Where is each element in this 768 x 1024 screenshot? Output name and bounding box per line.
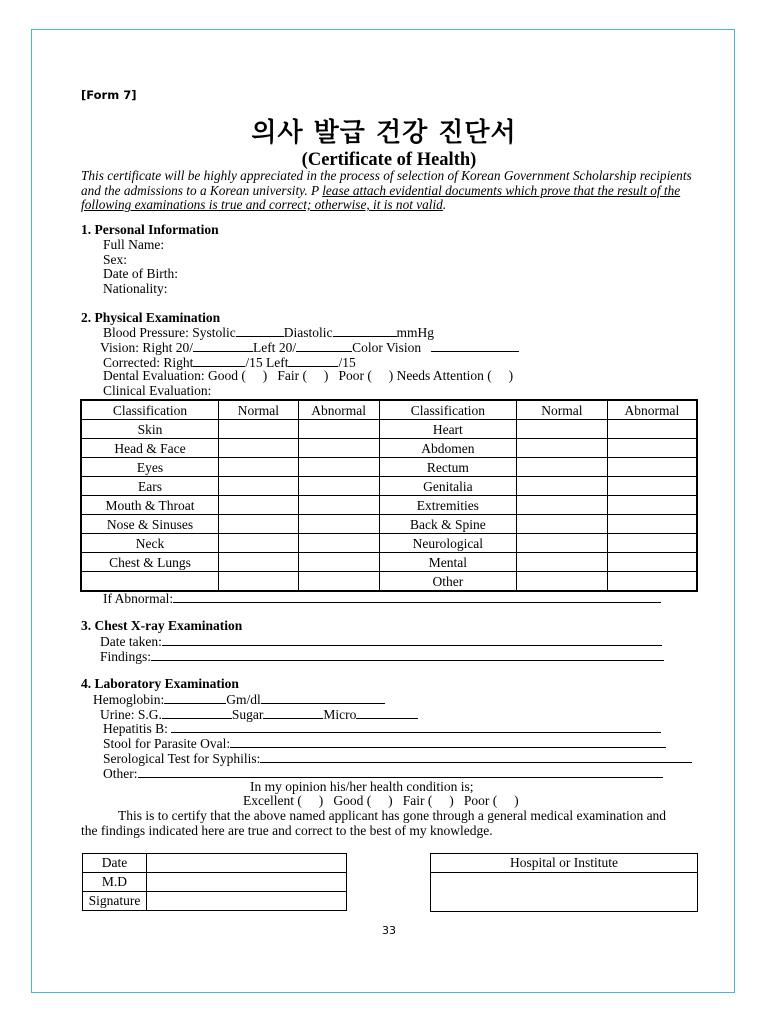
abnormal-checkbox-cell[interactable] (607, 496, 697, 515)
vision-right-field[interactable] (193, 339, 253, 352)
micro-field[interactable] (356, 706, 418, 719)
full-name-label: Full Name: (103, 237, 165, 252)
clinical-evaluation-table (80, 399, 698, 592)
sex-label: Sex: (103, 252, 128, 267)
abnormal-checkbox-cell[interactable] (298, 496, 379, 515)
classification-cell: Extremities (379, 496, 517, 515)
classification-cell: Mouth & Throat (81, 496, 219, 515)
form-label: [Form 7] (81, 88, 137, 102)
normal-checkbox-cell[interactable] (219, 439, 299, 458)
other-field[interactable] (138, 765, 663, 778)
if-abnormal-label: If Abnormal: (103, 591, 174, 606)
findings-field[interactable] (151, 648, 664, 661)
classification-cell: Rectum (379, 458, 517, 477)
table-header-cell: Normal (219, 400, 299, 420)
abnormal-checkbox-cell[interactable] (298, 553, 379, 572)
classification-cell: Neck (81, 534, 219, 553)
stool-label: Stool for Parasite Oval: (103, 736, 231, 751)
findings-row (100, 648, 664, 665)
opinion-line: In my opinion his/her health condition is; (250, 779, 474, 794)
abnormal-checkbox-cell[interactable] (298, 420, 379, 439)
micro-label: Micro (323, 707, 357, 722)
classification-cell: Abdomen (379, 439, 517, 458)
notice-part-2: lease attach evidential documents which prove that the result of the following examinations is true and correct; otherwise, it is not valid (81, 182, 681, 213)
normal-checkbox-cell[interactable] (219, 553, 299, 572)
normal-checkbox-cell[interactable] (517, 458, 608, 477)
condition-options: Excellent ( ) Good ( ) Fair ( ) Poor ( ) (243, 793, 519, 808)
normal-checkbox-cell[interactable] (517, 515, 608, 534)
section-lab-heading: 4. Laboratory Examination (81, 676, 239, 691)
if-abnormal-row (103, 590, 661, 607)
normal-checkbox-cell[interactable] (517, 420, 608, 439)
corrected-end: /15 (338, 355, 356, 370)
abnormal-checkbox-cell[interactable] (607, 439, 697, 458)
color-vision-label: Color Vision (352, 340, 422, 355)
normal-checkbox-cell[interactable] (219, 534, 299, 553)
table-row (81, 477, 697, 496)
date-label: Date (83, 854, 147, 873)
abnormal-checkbox-cell[interactable] (607, 458, 697, 477)
abnormal-checkbox-cell[interactable] (607, 515, 697, 534)
clinical-evaluation-label: Clinical Evaluation: (103, 383, 212, 398)
table-header-cell: Abnormal (298, 400, 379, 420)
sugar-field[interactable] (263, 706, 323, 719)
classification-cell: Ears (81, 477, 219, 496)
normal-checkbox-cell[interactable] (517, 553, 608, 572)
notice-text (81, 169, 701, 213)
abnormal-checkbox-cell[interactable] (607, 572, 697, 592)
abnormal-checkbox-cell[interactable] (298, 534, 379, 553)
nationality-label: Nationality: (103, 281, 168, 296)
bp-diastolic-label: Diastolic (283, 325, 333, 340)
table-header-cell: Normal (517, 400, 608, 420)
section-xray-heading: 3. Chest X-ray Examination (81, 618, 243, 633)
md-field[interactable] (146, 873, 346, 892)
section-personal-heading: 1. Personal Information (81, 222, 219, 237)
normal-checkbox-cell[interactable] (219, 572, 299, 592)
signature-table (82, 853, 347, 911)
normal-checkbox-cell[interactable] (219, 515, 299, 534)
serological-field[interactable] (260, 750, 692, 763)
classification-cell: Eyes (81, 458, 219, 477)
certify-line-2: the findings indicated here are true and correct to the best of my knowledge. (81, 823, 493, 838)
table-header-cell: Abnormal (607, 400, 697, 420)
classification-cell: Back & Spine (379, 515, 517, 534)
normal-checkbox-cell[interactable] (517, 534, 608, 553)
table-header-cell: Classification (379, 400, 517, 420)
urine-label: Urine: S.G. (100, 707, 162, 722)
normal-checkbox-cell[interactable] (219, 496, 299, 515)
classification-cell: Mental (379, 553, 517, 572)
vision-left-field[interactable] (296, 339, 352, 352)
corrected-right-field[interactable] (193, 354, 245, 367)
classification-cell: Other (379, 572, 517, 592)
page-number: 33 (382, 924, 396, 937)
classification-cell (81, 572, 219, 592)
corrected-left-field[interactable] (288, 354, 338, 367)
stool-field[interactable] (230, 735, 666, 748)
notice-part-1: This certificate will be highly appreciated in the process of selection of Korean Government Scholarship recipients and the admissions to a Korean university. P (81, 168, 692, 198)
abnormal-checkbox-cell[interactable] (607, 420, 697, 439)
vision-left-label: Left 20/ (252, 340, 297, 355)
md-label: M.D (83, 873, 147, 892)
date-taken-field[interactable] (162, 633, 662, 646)
corrected-right-label: Corrected: Right (103, 355, 194, 370)
classification-cell: Nose & Sinuses (81, 515, 219, 534)
table-row (81, 572, 697, 592)
color-vision-field[interactable] (431, 339, 519, 352)
if-abnormal-field[interactable] (173, 590, 661, 603)
urine-sg-field[interactable] (162, 706, 232, 719)
corrected-left-label: /15 Left (245, 355, 289, 370)
normal-checkbox-cell[interactable] (517, 477, 608, 496)
classification-cell: Head & Face (81, 439, 219, 458)
hospital-label: Hospital or Institute (431, 854, 698, 873)
normal-checkbox-cell[interactable] (517, 572, 608, 592)
abnormal-checkbox-cell[interactable] (607, 534, 697, 553)
bp-systolic-label: Blood Pressure: Systolic (103, 325, 236, 340)
systolic-field[interactable] (236, 324, 284, 337)
abnormal-checkbox-cell[interactable] (607, 477, 697, 496)
hemoglobin-label: Hemoglobin: (93, 692, 165, 707)
hospital-table (430, 853, 698, 912)
normal-checkbox-cell[interactable] (517, 439, 608, 458)
sugar-label: Sugar (231, 707, 264, 722)
certify-line-1: This is to certify that the above named applicant has gone through a general medical examination and (118, 808, 667, 823)
abnormal-checkbox-cell[interactable] (298, 439, 379, 458)
abnormal-checkbox-cell[interactable] (298, 458, 379, 477)
notice-part-3: . (442, 197, 447, 213)
signature-label: Signature (83, 892, 147, 911)
table-header-row (81, 400, 697, 420)
classification-cell: Chest & Lungs (81, 553, 219, 572)
page-title-korean: 의사 발급 건강 진단서 (251, 118, 517, 148)
table-header-cell: Classification (81, 400, 219, 420)
date-field[interactable] (146, 854, 346, 873)
table-row (81, 458, 697, 477)
gmdl-label: Gm/dl (226, 692, 261, 707)
classification-cell: Skin (81, 420, 219, 439)
table-row (81, 439, 697, 458)
table-row (81, 496, 697, 515)
diastolic-field[interactable] (333, 324, 397, 337)
normal-checkbox-cell[interactable] (219, 477, 299, 496)
hemoglobin-field[interactable] (164, 691, 226, 704)
hepatitis-field[interactable] (171, 720, 661, 733)
page-title-english: (Certificate of Health) (301, 150, 477, 170)
gmdl-field[interactable] (261, 691, 385, 704)
vision-right-label: Vision: Right 20/ (100, 340, 193, 355)
table-row (81, 534, 697, 553)
findings-label: Findings: (100, 649, 152, 664)
signature-field[interactable] (146, 892, 346, 911)
dob-label: Date of Birth: (103, 266, 178, 281)
date-taken-label: Date taken: (100, 634, 162, 649)
serological-label: Serological Test for Syphilis: (103, 751, 261, 766)
abnormal-checkbox-cell[interactable] (298, 572, 379, 592)
hepatitis-label: Hepatitis B: (103, 721, 168, 736)
classification-cell: Genitalia (379, 477, 517, 496)
table-row (81, 553, 697, 572)
hospital-field[interactable] (431, 873, 698, 912)
abnormal-checkbox-cell[interactable] (607, 553, 697, 572)
table-row (81, 420, 697, 439)
abnormal-checkbox-cell[interactable] (298, 515, 379, 534)
table-row (81, 515, 697, 534)
other-label: Other: (103, 766, 138, 781)
section-physical-heading: 2. Physical Examination (81, 310, 221, 325)
abnormal-checkbox-cell[interactable] (298, 477, 379, 496)
classification-cell: Heart (379, 420, 517, 439)
classification-cell: Neurological (379, 534, 517, 553)
normal-checkbox-cell[interactable] (517, 496, 608, 515)
bp-unit: mmHg (396, 325, 435, 340)
dental-evaluation: Dental Evaluation: Good ( ) Fair ( ) Poor ( ) Needs Attention ( ) (103, 368, 514, 383)
normal-checkbox-cell[interactable] (219, 458, 299, 477)
normal-checkbox-cell[interactable] (219, 420, 299, 439)
